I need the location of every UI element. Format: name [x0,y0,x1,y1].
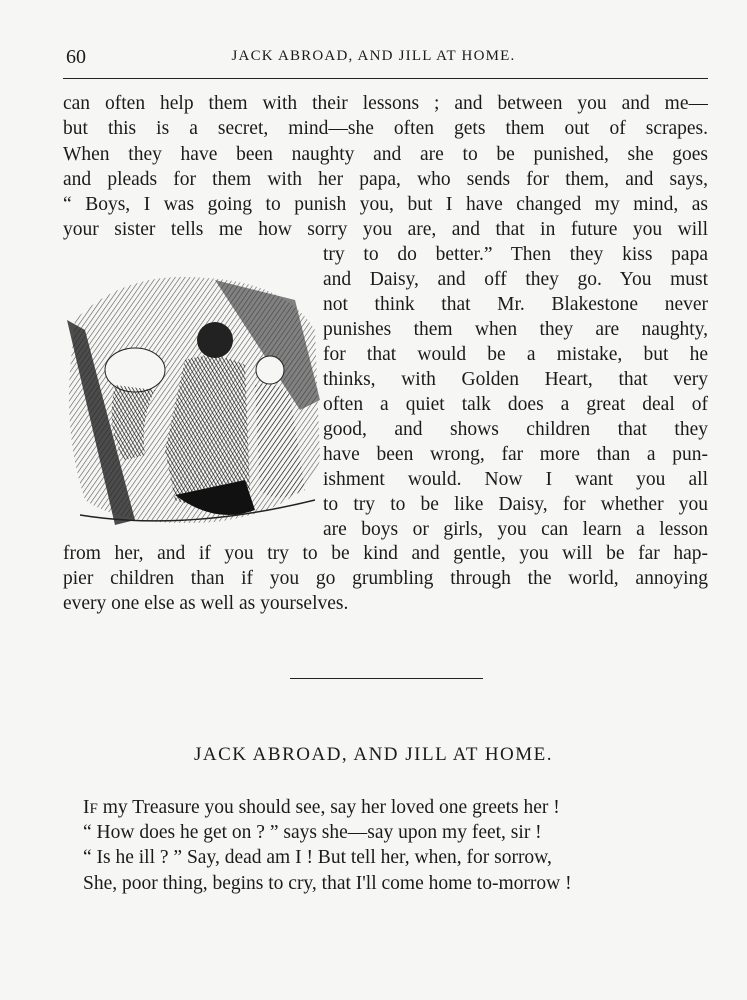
running-head: JACK ABROAD, AND JILL AT HOME. [231,48,516,64]
text-line: not think that Mr. Blakestone never [323,294,708,315]
text-line: for that would be a mistake, but he [323,344,708,365]
text-line: every one else as well as yourselves. [63,593,349,614]
poem-line: “ How does he get on ? ” says she—say upon my feet, sir ! [83,822,542,843]
text-line: good, and shows children that they [323,419,708,440]
text-line: try to do better.” Then they kiss papa [323,244,708,265]
poem-line [83,796,560,821]
initial-capital: I [83,797,90,818]
text-line: When they have been naughty and are to be punished, she goes [63,144,708,165]
page-number: 60 [66,46,86,68]
poem-title: JACK ABROAD, AND JILL AT HOME. [193,744,554,765]
text-line: your sister tells me how sorry you are, and that in future you will [63,219,708,240]
text-line: from her, and if you try to be kind and gentle, you will be far hap- [63,543,708,564]
text-line: but this is a secret, mind—she often gets them out of scrapes. [63,118,708,139]
text-line: can often help them with their lessons ; and between you and me— [63,93,708,114]
text-line: punishes them when they are naughty, [323,319,708,340]
text-line: and Daisy, and off they go. You must [323,269,708,290]
poem-line: “ Is he ill ? ” Say, dead am I ! But tell her, when, for sorrow, [83,847,552,868]
text-line: and pleads for them with her papa, who sends for them, and says, [63,169,708,190]
text-line: ishment would. Now I want you all [323,469,708,490]
header-rule [63,78,708,79]
small-caps: F [89,801,98,817]
text-line: are boys or girls, you can learn a lesson [323,519,708,540]
text-line: have been wrong, far more than a pun- [323,444,708,465]
text-line: thinks, with Golden Heart, that very [323,369,708,390]
engraving-illustration [65,260,323,532]
text-line: pier children than if you go grumbling through the world, annoying [63,568,708,589]
text-line: often a quiet talk does a great deal of [323,394,708,415]
poem-line-text: my Treasure you should see, say her loved one greets her ! [97,797,560,818]
text-line: to try to be like Daisy, for whether you [323,494,708,515]
section-divider [290,678,483,679]
poem-line: She, poor thing, begins to cry, that I'll come home to-morrow ! [83,873,572,894]
text-line: “ Boys, I was going to punish you, but I have changed my mind, as [63,194,708,215]
